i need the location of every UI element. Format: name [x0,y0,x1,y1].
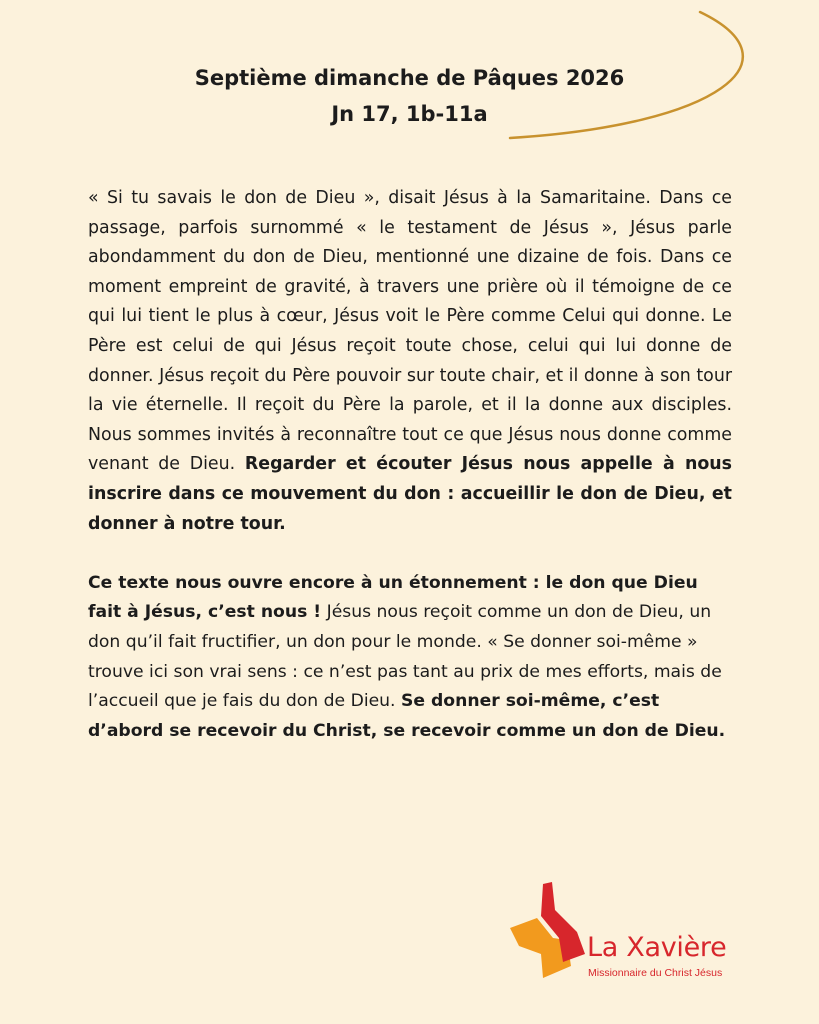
reflection-text [88,184,732,746]
logo-mark-icon [505,880,595,990]
paragraph-1-text: « Si tu savais le don de Dieu », disait Jésus à la Samaritaine. Dans ce passage, parfois surnommé « le testament de Jésus », Jésus parle abondamment du don de Dieu, mentionné une dizaine de fois. Dans ce moment empreint de gravité, à travers une prière où il témoigne de ce qui lui tient le plus à cœur, Jésus voit le Père comme Celui qui donne. Le Père est celui de qui Jésus reçoit toute chose, celui qui lui donne de donner. Jésus reçoit du Père pouvoir sur toute chair, et il donne à son tour la vie éternelle. Il reçoit du Père la parole, et il la donne aux disciples. Nous sommes invités à reconnaître tout ce que Jésus nous donne comme venant de Dieu. [88,188,732,475]
paragraph-2 [88,569,732,747]
paragraph-1-bold: Regarder et écouter Jésus nous appelle à nous inscrire dans ce mouvement du don : accueillir le don de Dieu, et donner à notre tour. [88,454,733,534]
paragraph-1 [88,184,732,539]
la-xaviere-logo [505,880,765,990]
header [0,60,819,132]
paragraph-2-bold-end: Se donner soi-même, c’est d’abord se recevoir du Christ, se recevoir comme un don de Dieu. [88,691,726,741]
logo-tagline: Missionnaire du Christ Jésus [588,967,723,979]
paragraph-2-bold-start: Ce texte nous ouvre encore à un étonnement : le don que Dieu fait à Jésus, c’est nous ! [88,572,698,623]
scripture-reference: Jn 17, 1b-11a [331,102,488,126]
page-title: Septième dimanche de Pâques 2026 [194,66,625,90]
paragraph-2-text: Jésus nous reçoit comme un don de Dieu, un don qu’il fait fructifier, un don pour le monde. « Se donner soi-même » trouve ici son vrai sens : ce n’est pas tant au prix de mes efforts, mais de l’accueil que je fais du don de Dieu. [88,602,722,712]
logo-name: La Xavière [587,932,727,963]
